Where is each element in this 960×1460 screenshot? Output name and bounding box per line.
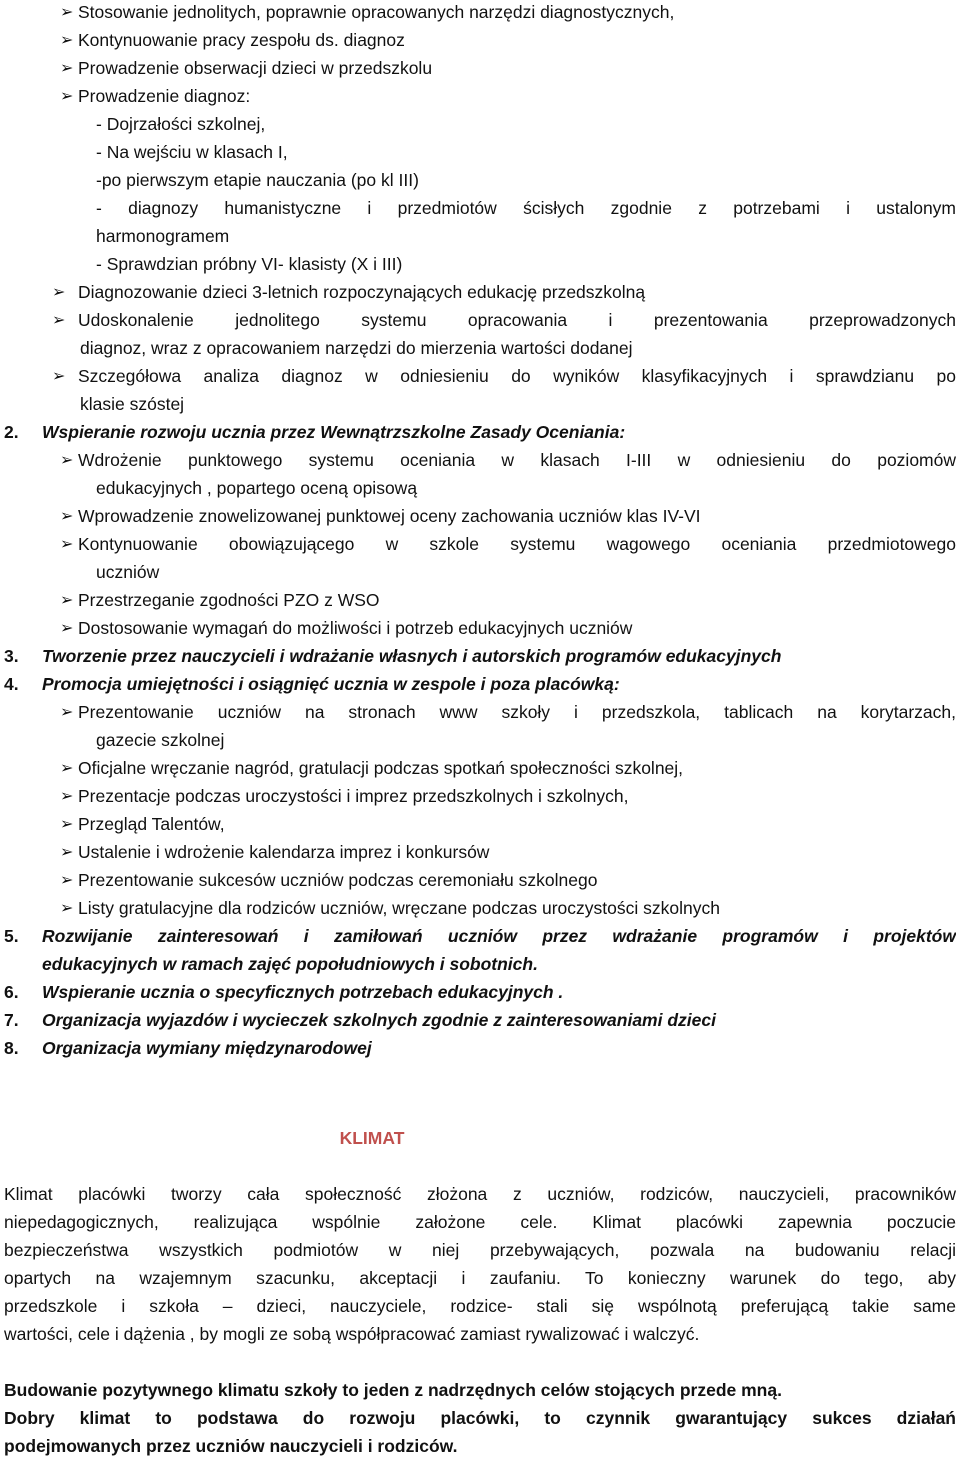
- arrowhead-bullet-icon: ➢: [60, 786, 74, 805]
- section-number: 4.: [4, 674, 19, 694]
- section-title: Organizacja wyjazdów i wycieczek szkolnych zgodnie z zainteresowaniami dzieci: [42, 1010, 716, 1030]
- arrowhead-bullet-icon: ➢: [52, 366, 66, 385]
- sub-list-item: harmonogramem: [96, 226, 230, 246]
- klimat-paragraph-line: bezpieczeństwa wszystkich podmiotów w niej przebywających, pozwala na budowaniu relacji: [4, 1240, 956, 1260]
- arrowhead-bullet-icon: ➢: [60, 590, 74, 609]
- list-item: Udoskonalenie jednolitego systemu opracowania i prezentowania przeprowadzonych: [78, 310, 956, 330]
- list-item: Szczegółowa analiza diagnoz w odniesieniu do wyników klasyfikacyjnych i sprawdzianu po: [78, 366, 956, 386]
- arrowhead-bullet-icon: ➢: [60, 898, 74, 917]
- arrowhead-bullet-icon: ➢: [60, 450, 74, 469]
- list-item: Stosowanie jednolitych, poprawnie opracowanych narzędzi diagnostycznych,: [78, 2, 675, 22]
- list-item: klasie szóstej: [80, 394, 185, 414]
- section-title: Rozwijanie zainteresowań i zamiłowań uczniów przez wdrażanie programów i projektów: [42, 926, 956, 946]
- section-title: Organizacja wymiany międzynarodowej: [42, 1038, 372, 1058]
- list-item: Prowadzenie obserwacji dzieci w przedszkolu: [78, 58, 433, 78]
- list-item: Diagnozowanie dzieci 3-letnich rozpoczynających edukację przedszkolną: [78, 282, 646, 302]
- section-title: Tworzenie przez nauczycieli i wdrażanie własnych i autorskich programów edukacyjnych: [42, 646, 782, 666]
- arrowhead-bullet-icon: ➢: [60, 30, 74, 49]
- list-item: edukacyjnych , popartego oceną opisową: [96, 478, 418, 498]
- sub-list-item: - diagnozy humanistyczne i przedmiotów ścisłych zgodnie z potrzebami i ustalonym: [96, 198, 956, 218]
- section-title: Promocja umiejętności i osiągnięć ucznia w zespole i poza placówką:: [42, 674, 620, 694]
- klimat-bold-line: podejmowanych przez uczniów nauczycieli i rodziców.: [4, 1436, 458, 1456]
- klimat-paragraph-line: opartych na wzajemnym szacunku, akceptacji i zaufaniu. To konieczny warunek do tego, aby: [4, 1268, 956, 1288]
- arrowhead-bullet-icon: ➢: [60, 2, 74, 21]
- list-item: Dostosowanie wymagań do możliwości i potrzeb edukacyjnych uczniów: [78, 618, 633, 638]
- sub-list-item: - Na wejściu w klasach I,: [96, 142, 288, 162]
- list-item: Wprowadzenie znowelizowanej punktowej oceny zachowania uczniów klas IV-VI: [78, 506, 701, 526]
- klimat-paragraph-line: niepedagogicznych, realizująca wspólnie założone cele. Klimat placówki zapewnia poczucie: [4, 1212, 956, 1232]
- section-title: Wspieranie ucznia o specyficznych potrzebach edukacyjnych .: [42, 982, 564, 1002]
- klimat-bold-line: Budowanie pozytywnego klimatu szkoły to jeden z nadrzędnych celów stojących przede mną.: [4, 1380, 782, 1400]
- sub-list-item: - Dojrzałości szkolnej,: [96, 114, 266, 134]
- arrowhead-bullet-icon: ➢: [52, 282, 66, 301]
- section-number: 7.: [4, 1010, 19, 1030]
- list-item: Prezentacje podczas uroczystości i imprez przedszkolnych i szkolnych,: [78, 786, 629, 806]
- list-item: Prezentowanie uczniów na stronach www szkoły i przedszkola, tablicach na korytarzach,: [78, 702, 956, 722]
- section-number: 8.: [4, 1038, 19, 1058]
- klimat-paragraph-line: wartości, cele i dążenia , by mogli ze sobą współpracować zamiast rywalizować i walczyć.: [4, 1324, 700, 1344]
- list-item: Prowadzenie diagnoz:: [78, 86, 251, 106]
- arrowhead-bullet-icon: ➢: [60, 758, 74, 777]
- klimat-heading: KLIMAT: [339, 1128, 405, 1148]
- list-item: Oficjalne wręczanie nagród, gratulacji podczas spotkań społeczności szkolnej,: [78, 758, 684, 778]
- arrowhead-bullet-icon: ➢: [60, 58, 74, 77]
- list-item: Przegląd Talentów,: [78, 814, 225, 834]
- list-item: uczniów: [96, 562, 160, 582]
- arrowhead-bullet-icon: ➢: [60, 618, 74, 637]
- sub-list-item: - Sprawdzian próbny VI- klasisty (X i III): [96, 254, 403, 274]
- section-number: 6.: [4, 982, 19, 1002]
- section-number: 2.: [4, 422, 19, 442]
- arrowhead-bullet-icon: ➢: [52, 310, 66, 329]
- klimat-bold-line: Dobry klimat to podstawa do rozwoju placówki, to czynnik gwarantujący sukces działań: [4, 1408, 956, 1428]
- list-item: diagnoz, wraz z opracowaniem narzędzi do mierzenia wartości dodanej: [80, 338, 633, 358]
- arrowhead-bullet-icon: ➢: [60, 702, 74, 721]
- list-item: Prezentowanie sukcesów uczniów podczas ceremoniału szkolnego: [78, 870, 598, 890]
- list-item: Kontynuowanie pracy zespołu ds. diagnoz: [78, 30, 405, 50]
- section-number: 3.: [4, 646, 19, 666]
- section-number: 5.: [4, 926, 19, 946]
- arrowhead-bullet-icon: ➢: [60, 814, 74, 833]
- list-item: Przestrzeganie zgodności PZO z WSO: [78, 590, 380, 610]
- arrowhead-bullet-icon: ➢: [60, 870, 74, 889]
- section-title: edukacyjnych w ramach zajęć popołudniowych i sobotnich.: [42, 954, 538, 974]
- klimat-paragraph-line: Klimat placówki tworzy cała społeczność złożona z uczniów, rodziców, nauczycieli, pracowników: [4, 1184, 956, 1204]
- arrowhead-bullet-icon: ➢: [60, 86, 74, 105]
- sub-list-item: -po pierwszym etapie nauczania (po kl III): [96, 170, 419, 190]
- list-item: Wdrożenie punktowego systemu oceniania w klasach I-III w odniesieniu do poziomów: [78, 450, 956, 470]
- section-title: Wspieranie rozwoju ucznia przez Wewnątrzszkolne Zasady Oceniania:: [42, 422, 626, 442]
- list-item: Ustalenie i wdrożenie kalendarza imprez i konkursów: [78, 842, 490, 862]
- list-item: Kontynuowanie obowiązującego w szkole systemu wagowego oceniania przedmiotowego: [78, 534, 956, 554]
- list-item: gazecie szkolnej: [96, 730, 225, 750]
- arrowhead-bullet-icon: ➢: [60, 842, 74, 861]
- arrowhead-bullet-icon: ➢: [60, 534, 74, 553]
- klimat-paragraph-line: przedszkole i szkoła – dzieci, nauczyciele, rodzice- stali się wspólnotą preferującą takie same: [4, 1296, 956, 1316]
- list-item: Listy gratulacyjne dla rodziców uczniów, wręczane podczas uroczystości szkolnych: [78, 898, 720, 918]
- arrowhead-bullet-icon: ➢: [60, 506, 74, 525]
